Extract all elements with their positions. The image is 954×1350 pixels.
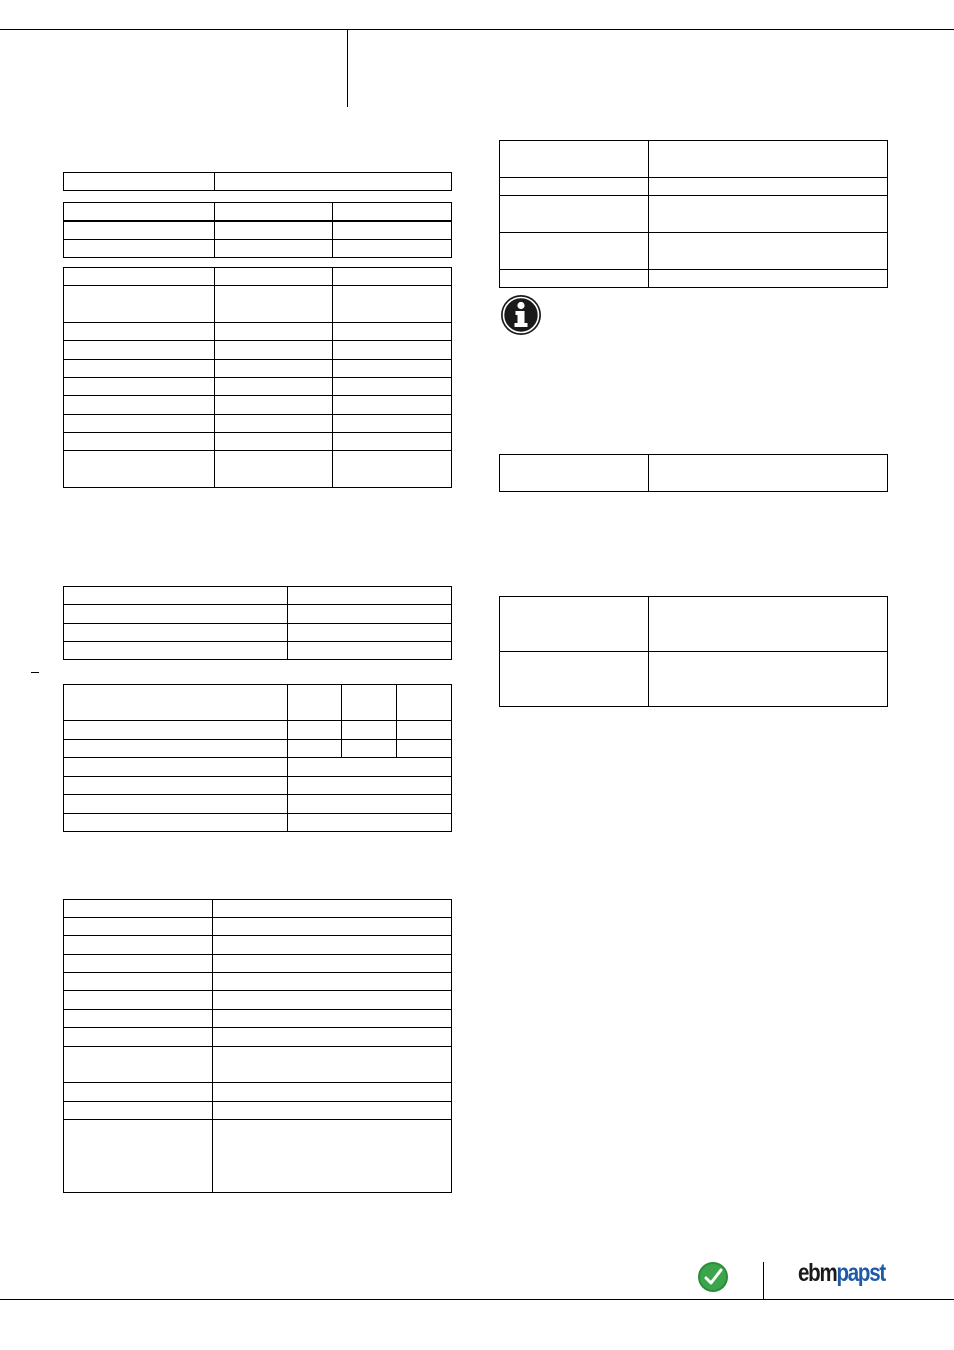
table-cell: [64, 740, 288, 758]
table-cell: [64, 955, 213, 973]
table-cell: [333, 341, 452, 360]
table-cell: [333, 378, 452, 396]
technical-description-table: [63, 899, 452, 1193]
table-cell: [213, 1083, 452, 1102]
table-cell: [333, 415, 452, 433]
table-cell: [500, 270, 649, 288]
performance-table: [63, 684, 452, 832]
info-icon: [499, 294, 543, 336]
table-cell: [213, 918, 452, 936]
table-cell: [64, 918, 213, 936]
table-cell: [215, 323, 333, 341]
brand-primary: ebm: [798, 1259, 837, 1287]
table-cell: [64, 378, 215, 396]
table-cell: [288, 795, 452, 814]
table-cell: [64, 642, 288, 660]
table-cell: [213, 1047, 452, 1083]
table-cell: [213, 955, 452, 973]
table-cell: [333, 286, 452, 323]
table-cell: [288, 777, 452, 795]
greentech-check-icon: [697, 1261, 729, 1293]
table-cell: [64, 936, 213, 955]
table-cell: [500, 178, 649, 196]
table-cell: [64, 1120, 213, 1193]
table-cell: [333, 221, 452, 240]
table-cell: [500, 455, 649, 492]
table-cell: [64, 173, 215, 191]
table-cell: [64, 1010, 213, 1028]
table-cell: [215, 415, 333, 433]
table-cell: [64, 624, 288, 642]
table-cell: [215, 286, 333, 323]
table-cell: [215, 268, 333, 286]
table-cell: [64, 721, 288, 740]
table-cell: [342, 721, 397, 740]
table-cell: [213, 936, 452, 955]
table-cell: [64, 587, 288, 605]
table-cell: [288, 587, 452, 605]
table-cell: [333, 360, 452, 378]
table-cell: [288, 758, 452, 777]
table-cell: [64, 221, 215, 240]
margin-tick: [31, 672, 39, 673]
table-cell: [288, 721, 342, 740]
table-cell: [213, 991, 452, 1010]
table-cell: [64, 203, 215, 221]
table-cell: [649, 455, 888, 492]
table-cell: [215, 433, 333, 451]
operating-table: [63, 586, 452, 660]
table-cell: [500, 597, 649, 652]
table-cell: [288, 685, 342, 721]
table-cell: [333, 451, 452, 488]
table-cell: [649, 652, 888, 707]
note-table: [499, 454, 888, 492]
table-cell: [500, 196, 649, 233]
table-cell: [333, 433, 452, 451]
table-cell: [215, 378, 333, 396]
table-cell: [64, 991, 213, 1010]
type-table: [63, 172, 452, 191]
table-cell: [64, 973, 213, 991]
table-cell: [64, 451, 215, 488]
table-cell: [64, 777, 288, 795]
table-cell: [64, 900, 213, 918]
footer-divider: [763, 1262, 764, 1299]
header-rule: [0, 29, 954, 30]
footer-rule: [0, 1299, 954, 1300]
table-cell: [64, 433, 215, 451]
table-cell: [342, 740, 397, 758]
table-cell: [213, 1028, 452, 1047]
table-cell: [215, 396, 333, 415]
table-cell: [215, 221, 333, 240]
table-cell: [288, 642, 452, 660]
table-cell: [397, 721, 452, 740]
table-cell: [649, 597, 888, 652]
table-cell: [397, 740, 452, 758]
electrical-data-table: [63, 267, 452, 488]
table-cell: [288, 814, 452, 832]
header-divider: [347, 29, 348, 107]
table-cell: [64, 1083, 213, 1102]
table-cell: [213, 900, 452, 918]
table-cell: [64, 286, 215, 323]
table-cell: [333, 396, 452, 415]
table-cell: [215, 173, 452, 191]
table-cell: [64, 795, 288, 814]
table-cell: [215, 341, 333, 360]
table-cell: [333, 323, 452, 341]
table-cell: [649, 178, 888, 196]
table-cell: [64, 814, 288, 832]
table-cell: [649, 196, 888, 233]
table-cell: [215, 203, 333, 221]
table-cell: [64, 605, 288, 624]
table-cell: [64, 685, 288, 721]
table-cell: [333, 240, 452, 258]
table-cell: [215, 240, 333, 258]
table-cell: [500, 233, 649, 270]
table-cell: [213, 973, 452, 991]
table-cell: [288, 605, 452, 624]
ebmpapst-logo: [798, 1259, 885, 1288]
table-cell: [64, 1047, 213, 1083]
table-cell: [500, 652, 649, 707]
table-cell: [213, 1120, 452, 1193]
table-cell: [342, 685, 397, 721]
table-cell: [288, 624, 452, 642]
table-cell: [333, 268, 452, 286]
brand-secondary: papst: [836, 1259, 885, 1287]
table-cell: [64, 758, 288, 777]
nominal-data-table: [63, 202, 452, 258]
table-cell: [64, 341, 215, 360]
table-cell: [64, 323, 215, 341]
table-cell: [64, 268, 215, 286]
table-cell: [64, 415, 215, 433]
table-cell: [397, 685, 452, 721]
table-cell: [64, 240, 215, 258]
approval-table: [499, 596, 888, 707]
table-cell: [649, 233, 888, 270]
spec-table-right: [499, 140, 888, 288]
table-cell: [213, 1010, 452, 1028]
table-cell: [500, 141, 649, 178]
table-cell: [333, 203, 452, 221]
table-cell: [64, 360, 215, 378]
table-cell: [649, 141, 888, 178]
table-cell: [213, 1102, 452, 1120]
table-cell: [649, 270, 888, 288]
table-cell: [288, 740, 342, 758]
table-cell: [215, 360, 333, 378]
table-cell: [64, 1102, 213, 1120]
table-cell: [215, 451, 333, 488]
table-cell: [64, 1028, 213, 1047]
table-cell: [64, 396, 215, 415]
